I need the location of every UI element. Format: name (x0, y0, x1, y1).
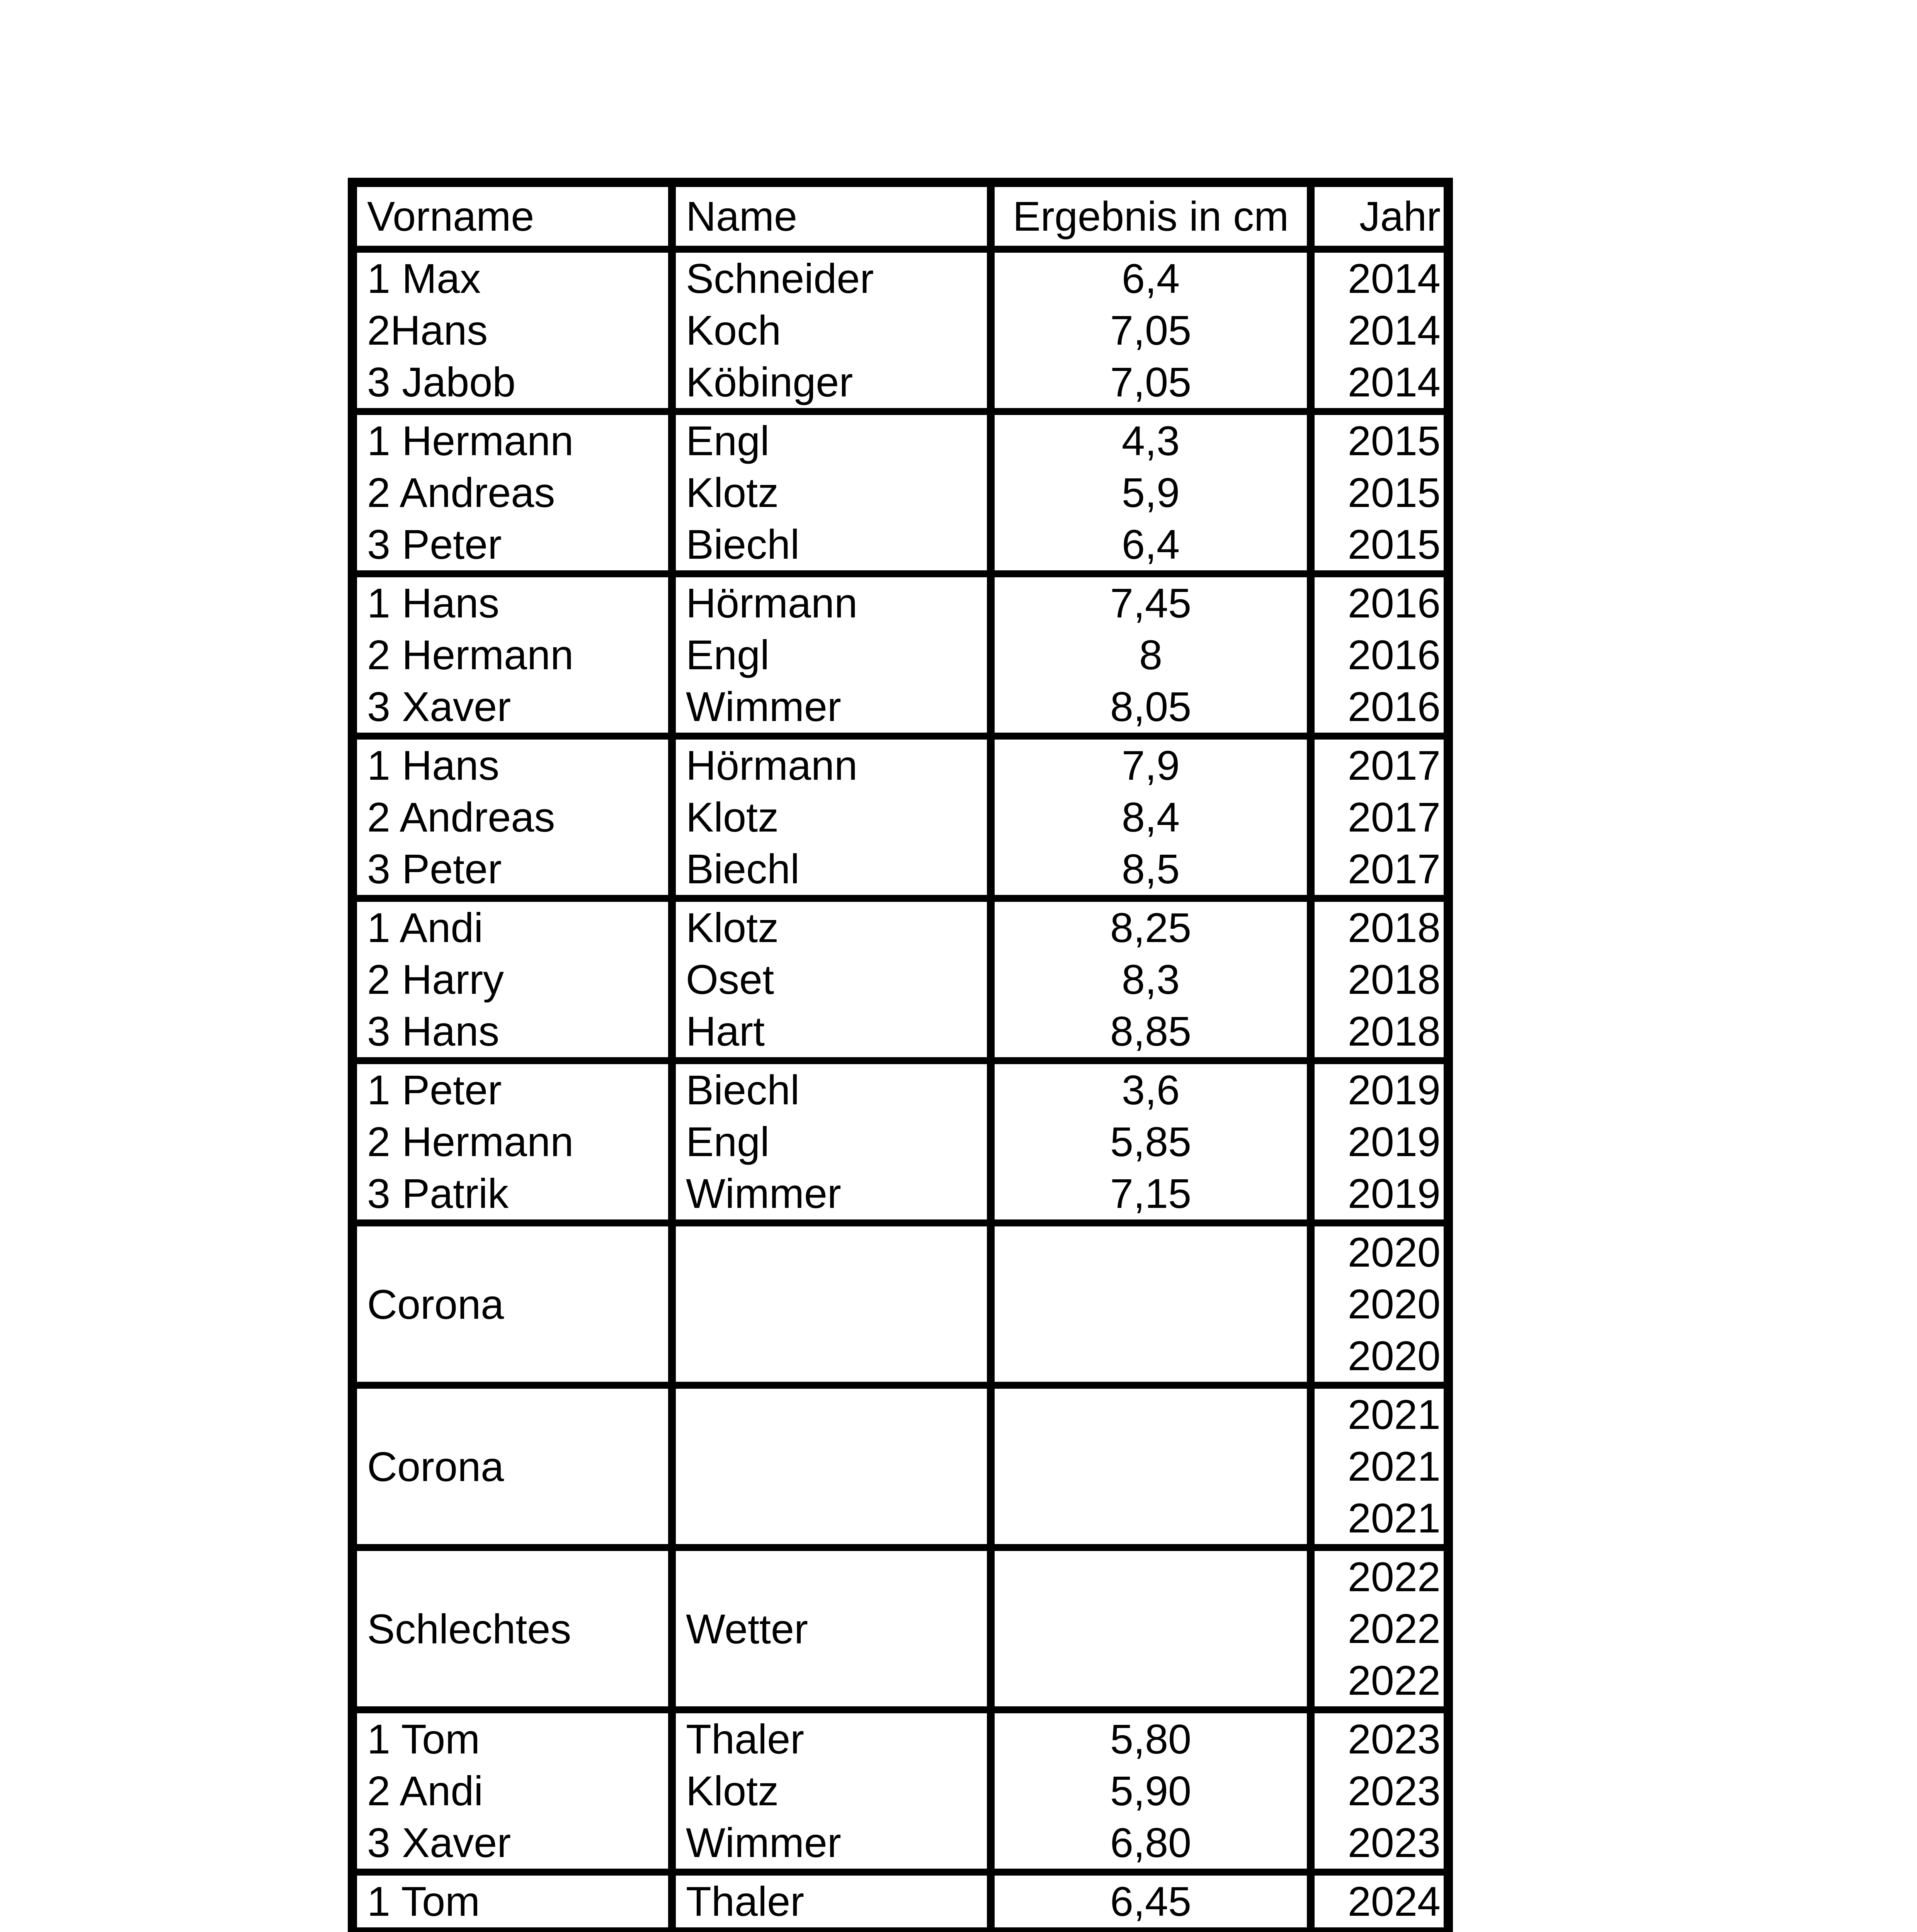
header-name: Name (676, 187, 995, 246)
merged-row (357, 1551, 1444, 1706)
table-row (357, 1005, 1444, 1057)
year-group (357, 577, 1444, 740)
name-cell: Klotz (676, 791, 995, 843)
name-cell: Engl (676, 629, 995, 681)
jahr-cell: 2024 (1347, 1878, 1441, 1925)
ergebnis-cell: 6,45 (995, 1876, 1315, 1927)
vorname-cell: 1 Max (357, 253, 676, 304)
table-row (357, 577, 1444, 629)
name-cell: Hart (676, 1005, 995, 1057)
name-cell: Engl (676, 1116, 995, 1168)
merged-row (357, 1389, 1444, 1544)
merged-ergebnis-cell (995, 1551, 1315, 1706)
jahr-cell: 2014 (1347, 307, 1441, 354)
jahr-cell: 2016 (1347, 683, 1441, 730)
jahr-cell: 2017 (1347, 742, 1441, 789)
vorname-cell: 2 Andreas (357, 791, 676, 843)
vorname-cell: 2Hans (357, 304, 676, 356)
vorname-cell: 1 Tom (357, 1713, 676, 1765)
jahr-cell: 2017 (1347, 845, 1441, 892)
table-row (357, 740, 1444, 791)
merged-years (1315, 1551, 1444, 1706)
merged-row (357, 1226, 1444, 1382)
jahr-cell: 2022 (1347, 1657, 1441, 1704)
jahr-cell: 2018 (1347, 904, 1441, 951)
vorname-cell: 2 Hermann (357, 1116, 676, 1168)
jahr-cell: 2022 (1347, 1553, 1441, 1600)
vorname-cell: 3 Peter (357, 519, 676, 570)
ergebnis-cell: 5,9 (995, 467, 1315, 519)
name-cell: Wimmer (676, 681, 995, 733)
merged-name-cell: Wetter (676, 1551, 995, 1706)
table-row (357, 467, 1444, 519)
merged-vorname-cell: Schlechtes (357, 1551, 676, 1706)
ergebnis-cell: 6,4 (995, 519, 1315, 570)
name-cell: Thaler (676, 1713, 995, 1765)
table-row (357, 681, 1444, 733)
vorname-cell: 3 Hans (357, 1005, 676, 1057)
ergebnis-cell: 7,45 (995, 577, 1315, 629)
name-cell: Engl (676, 415, 995, 467)
results-body (357, 253, 1444, 1932)
ergebnis-cell: 5,80 (995, 1713, 1315, 1765)
vorname-cell: 3 Xaver (357, 681, 676, 733)
name-cell: Biechl (676, 843, 995, 895)
table-row (357, 1817, 1444, 1869)
merged-years (1315, 1389, 1444, 1544)
table-row (357, 902, 1444, 954)
vorname-cell: 1 Tom (357, 1876, 676, 1927)
vorname-cell: 3 Xaver (357, 1817, 676, 1869)
ergebnis-cell: 8,5 (995, 843, 1315, 895)
name-cell: Wimmer (676, 1817, 995, 1869)
table-row (357, 1116, 1444, 1168)
table-row (357, 629, 1444, 681)
vorname-cell: 2 Harry (357, 954, 676, 1005)
jahr-cell: 2021 (1347, 1443, 1441, 1490)
table-header-row (357, 187, 1444, 253)
header-ergebnis: Ergebnis in cm (995, 187, 1315, 246)
ergebnis-cell: 8,05 (995, 681, 1315, 733)
jahr-cell: 2021 (1347, 1391, 1441, 1438)
ergebnis-cell: 8 (995, 629, 1315, 681)
name-cell: Thaler (676, 1876, 995, 1927)
ergebnis-cell: 8,3 (995, 954, 1315, 1005)
jahr-cell: 2015 (1347, 521, 1441, 568)
year-group (357, 902, 1444, 1064)
jahr-cell: 2016 (1347, 631, 1441, 678)
table-row (357, 1713, 1444, 1765)
jahr-cell: 2019 (1347, 1170, 1441, 1217)
ergebnis-cell: 4,3 (995, 415, 1315, 467)
jahr-cell: 2023 (1347, 1767, 1441, 1814)
ergebnis-cell: 3,6 (995, 1064, 1315, 1116)
table-row (357, 356, 1444, 408)
table-row (357, 1064, 1444, 1116)
name-cell: Hörmann (676, 577, 995, 629)
merged-years (1315, 1226, 1444, 1382)
jahr-cell: 2019 (1347, 1066, 1441, 1113)
jahr-cell: 2018 (1347, 956, 1441, 1003)
ergebnis-cell: 5,85 (995, 1116, 1315, 1168)
jahr-cell: 2022 (1347, 1605, 1441, 1652)
name-cell: Biechl (676, 519, 995, 570)
year-group (357, 1551, 1444, 1713)
merged-vorname-cell: Corona (357, 1389, 676, 1544)
merged-vorname-cell: Corona (357, 1226, 676, 1382)
year-group (357, 1389, 1444, 1551)
jahr-cell: 2019 (1347, 1118, 1441, 1165)
name-cell: Köbinger (676, 356, 995, 408)
name-cell: Biechl (676, 1064, 995, 1116)
jahr-cell: 2018 (1347, 1008, 1441, 1054)
table-row (357, 1876, 1444, 1927)
ergebnis-cell: 5,90 (995, 1765, 1315, 1817)
table-row (357, 1168, 1444, 1219)
header-jahr: Jahr (1359, 193, 1441, 240)
merged-ergebnis-cell (995, 1389, 1315, 1544)
ergebnis-cell: 8,25 (995, 902, 1315, 954)
vorname-cell: 1 Peter (357, 1064, 676, 1116)
merged-name-cell (676, 1226, 995, 1382)
jahr-cell: 2021 (1347, 1495, 1441, 1541)
table-row (357, 304, 1444, 356)
name-cell: Klotz (676, 1765, 995, 1817)
ergebnis-cell: 6,80 (995, 1817, 1315, 1869)
vorname-cell: 3 Patrik (357, 1168, 676, 1219)
jahr-cell: 2020 (1347, 1229, 1441, 1276)
table-row (357, 519, 1444, 570)
ergebnis-cell: 8,85 (995, 1005, 1315, 1057)
name-cell: Klotz (676, 467, 995, 519)
vorname-cell: 3 Jabob (357, 356, 676, 408)
table-row (357, 1765, 1444, 1817)
name-cell: Wimmer (676, 1168, 995, 1219)
name-cell: Koch (676, 304, 995, 356)
vorname-cell: 1 Andi (357, 902, 676, 954)
jahr-cell: 2016 (1347, 580, 1441, 626)
table-row (357, 954, 1444, 1005)
year-group (357, 415, 1444, 577)
table-row (357, 791, 1444, 843)
table-row (357, 843, 1444, 895)
results-table (348, 178, 1453, 1932)
jahr-cell: 2015 (1347, 469, 1441, 516)
ergebnis-cell: 7,05 (995, 304, 1315, 356)
vorname-cell: 3 Peter (357, 843, 676, 895)
name-cell: Oset (676, 954, 995, 1005)
vorname-cell: 1 Hans (357, 740, 676, 791)
table-row (357, 415, 1444, 467)
jahr-cell: 2014 (1347, 359, 1441, 405)
name-cell: Klotz (676, 902, 995, 954)
year-group (357, 1064, 1444, 1226)
jahr-cell: 2020 (1347, 1332, 1441, 1379)
name-cell: Hörmann (676, 740, 995, 791)
jahr-cell: 2014 (1347, 255, 1441, 302)
vorname-cell: 2 Hermann (357, 629, 676, 681)
name-cell: Schneider (676, 253, 995, 304)
jahr-cell: 2020 (1347, 1281, 1441, 1327)
ergebnis-cell: 7,9 (995, 740, 1315, 791)
jahr-cell: 2015 (1347, 417, 1441, 464)
jahr-cell: 2017 (1347, 794, 1441, 840)
jahr-cell: 2023 (1347, 1716, 1441, 1762)
merged-name-cell (676, 1389, 995, 1544)
year-group (357, 1876, 1444, 1932)
ergebnis-cell: 7,05 (995, 356, 1315, 408)
vorname-cell: 1 Hermann (357, 415, 676, 467)
vorname-cell: 2 Andreas (357, 467, 676, 519)
jahr-cell: 2023 (1347, 1819, 1441, 1866)
ergebnis-cell: 8,4 (995, 791, 1315, 843)
header-vorname: Vorname (357, 187, 676, 246)
year-group (357, 740, 1444, 902)
ergebnis-cell: 7,15 (995, 1168, 1315, 1219)
vorname-cell: 1 Hans (357, 577, 676, 629)
merged-ergebnis-cell (995, 1226, 1315, 1382)
ergebnis-cell: 6,4 (995, 253, 1315, 304)
year-group (357, 253, 1444, 415)
table-row (357, 253, 1444, 304)
year-group (357, 1226, 1444, 1389)
vorname-cell: 2 Andi (357, 1765, 676, 1817)
year-group (357, 1713, 1444, 1876)
